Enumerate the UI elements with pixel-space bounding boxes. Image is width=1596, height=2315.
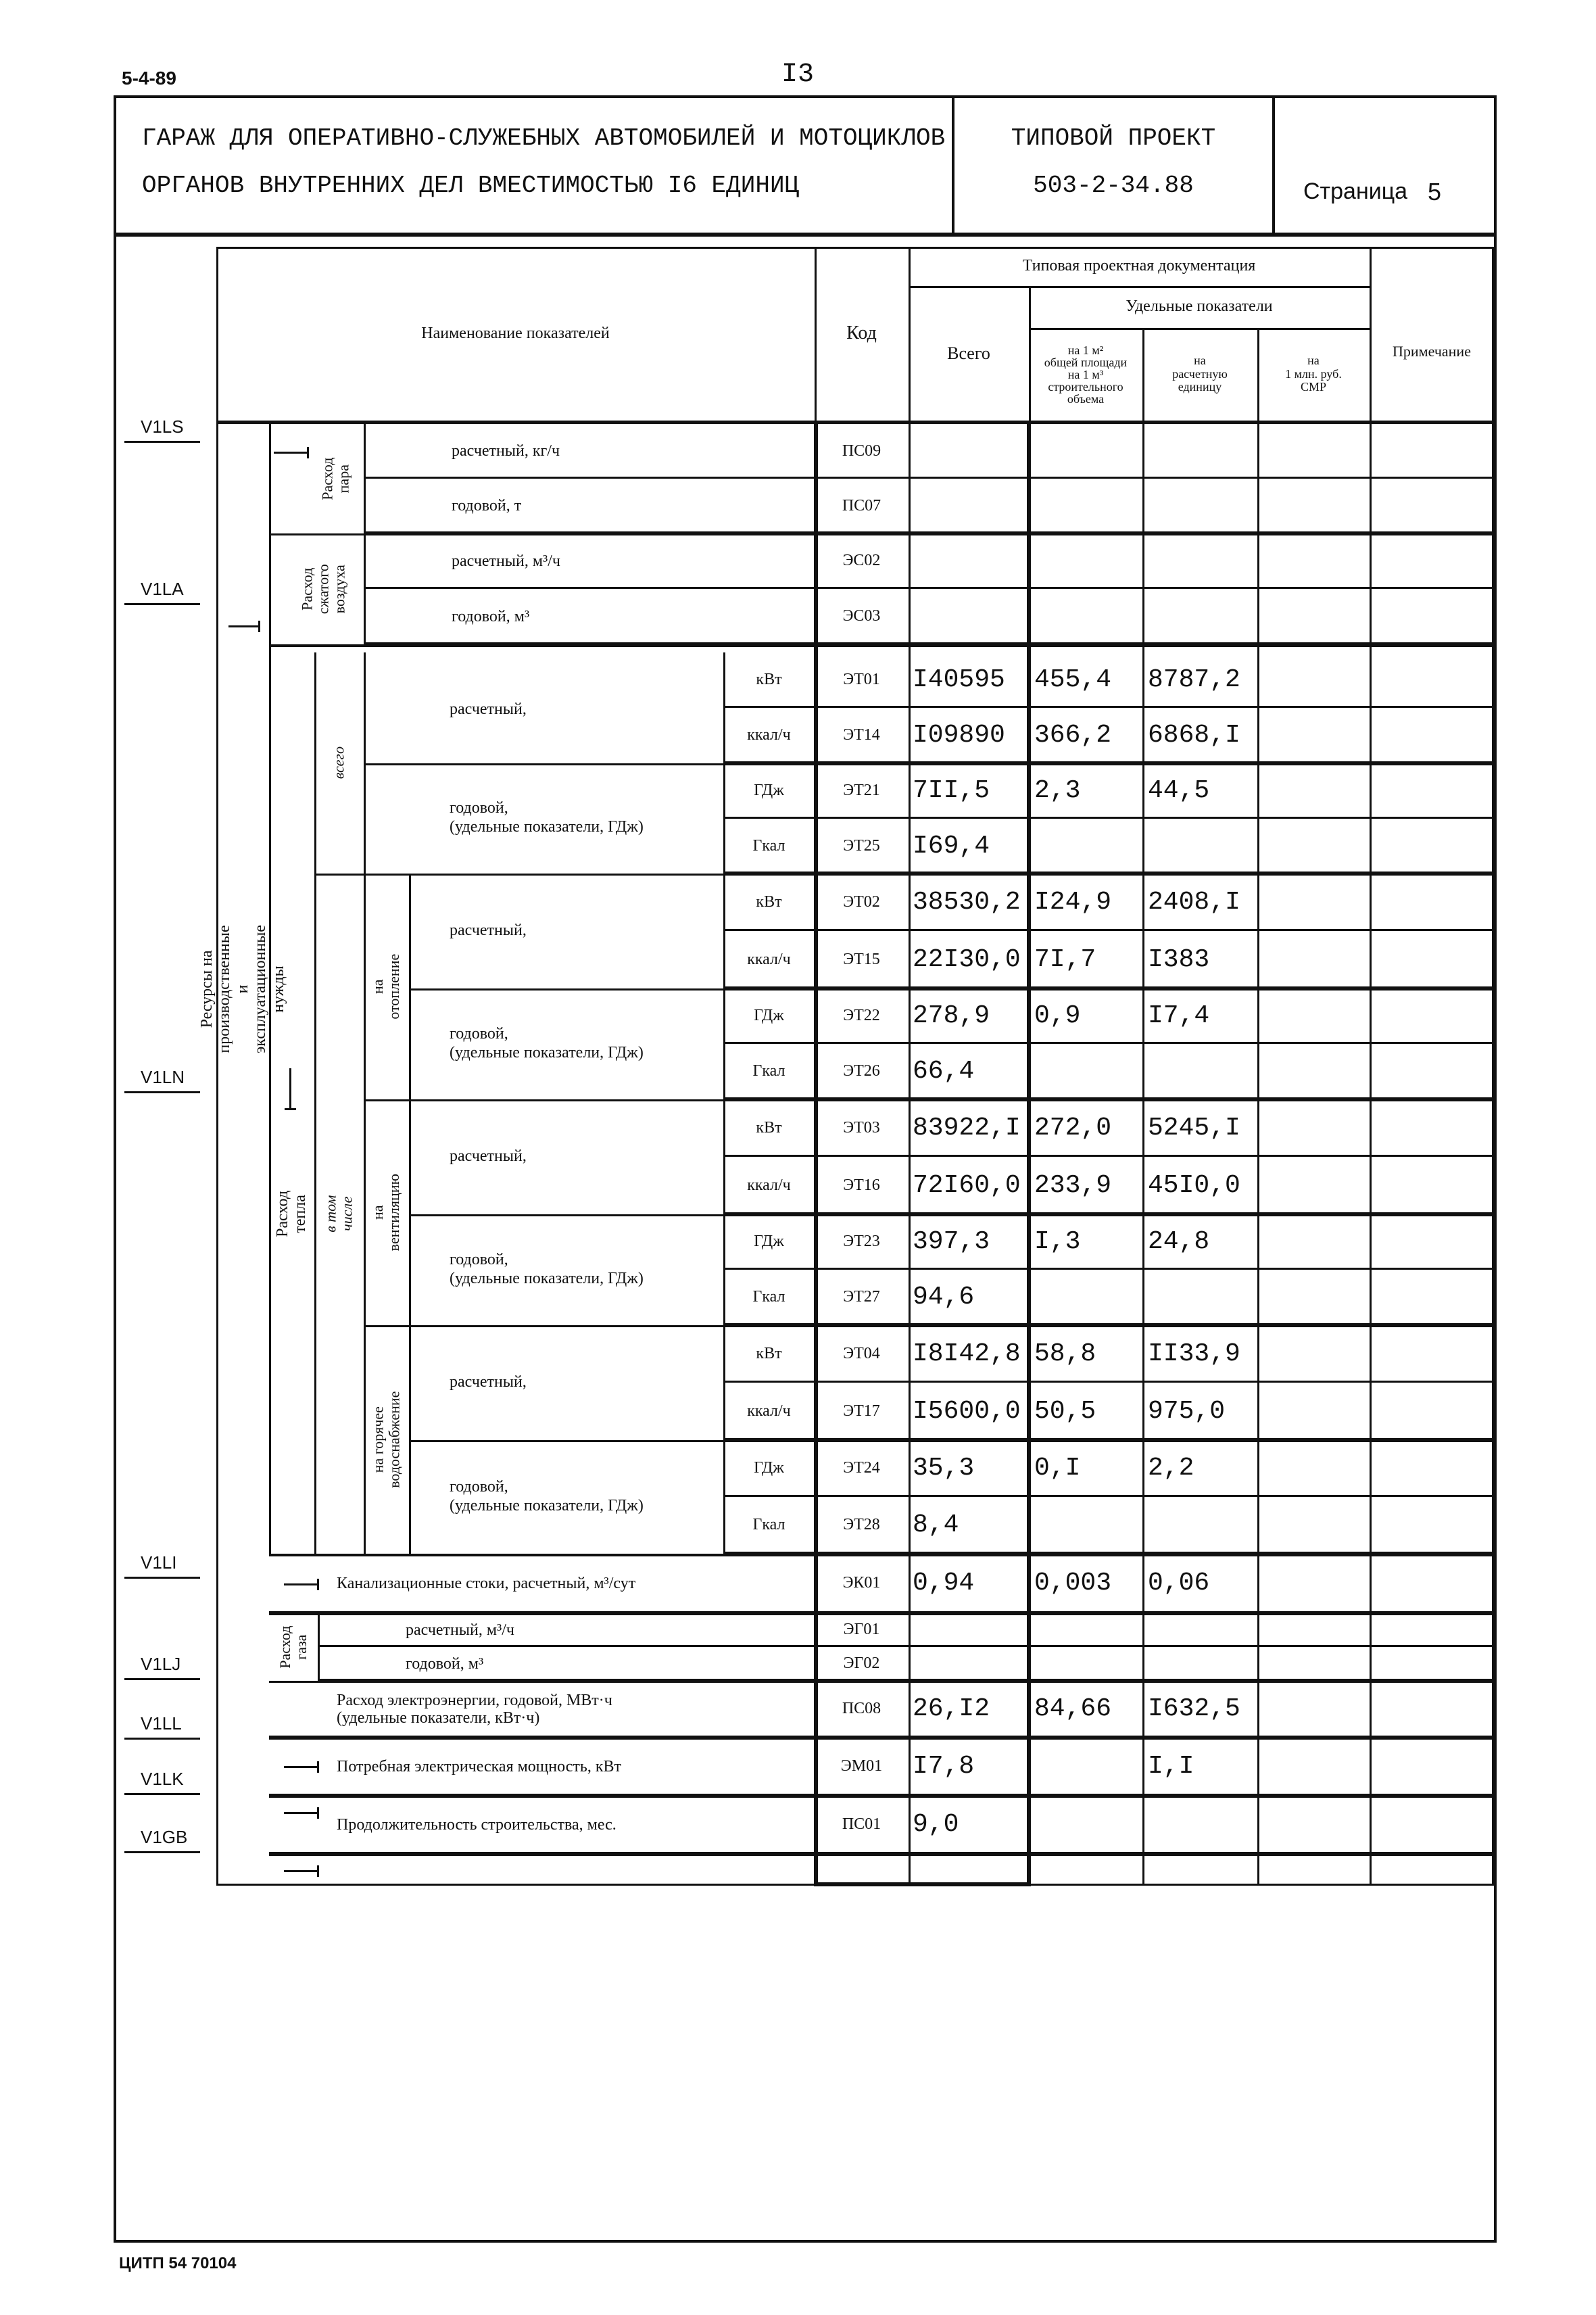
row-per-m2: 84,66 xyxy=(1034,1694,1112,1724)
table-row xyxy=(0,1497,1596,1554)
row-per-million xyxy=(1263,874,1370,931)
row-per-unit xyxy=(1148,533,1257,589)
row-total: 397,3 xyxy=(913,1227,990,1257)
page-number: 5 xyxy=(1428,178,1442,206)
total-annual-label: годовой, (удельные показатели, ГДж) xyxy=(450,799,644,836)
row-code: ЭМ01 xyxy=(840,1757,883,1775)
row-per-m2: 272,0 xyxy=(1034,1113,1112,1143)
row-unit: кВт xyxy=(756,671,782,689)
row-per-million xyxy=(1263,1613,1370,1647)
row-unit: Гкал xyxy=(752,1062,785,1080)
row-per-million xyxy=(1263,988,1370,1044)
row-per-m2 xyxy=(1034,533,1142,589)
total-column-header: Всего xyxy=(947,343,990,363)
row-label: расчетный, кг/ч xyxy=(452,442,560,460)
row-per-m2 xyxy=(1034,1613,1142,1647)
row-code: ЭТ27 xyxy=(843,1288,880,1306)
row-per-m2: 455,4 xyxy=(1034,665,1112,695)
row-per-unit: I7,4 xyxy=(1148,1001,1210,1031)
row-per-unit: 2408,I xyxy=(1148,887,1240,917)
row-per-unit xyxy=(1148,1497,1257,1554)
row-unit: ккал/ч xyxy=(747,950,791,968)
row-total: 22I30,0 xyxy=(913,945,1021,974)
row-unit: кВт xyxy=(756,892,782,911)
hot-water-annual-label: годовой, (удельные показатели, ГДж) xyxy=(450,1478,644,1514)
row-unit: ГДж xyxy=(754,1459,784,1477)
per-million-header: на 1 млн. руб. СМР xyxy=(1285,353,1342,394)
row-total xyxy=(913,589,1027,644)
row-code: ПС09 xyxy=(842,441,881,460)
row-unit: ГДж xyxy=(754,782,784,800)
row-per-million xyxy=(1263,1440,1370,1497)
row-per-million xyxy=(1263,1383,1370,1440)
row-unit: ккал/ч xyxy=(747,726,791,744)
row-label: Продолжительность строительства, мес. xyxy=(337,1815,616,1834)
table-row xyxy=(0,1099,1596,1157)
marker-underline xyxy=(124,441,200,443)
marker-label: V1LL xyxy=(141,1713,182,1734)
ventilation-calc-label: расчетный, xyxy=(450,1147,527,1166)
row-total: 8,4 xyxy=(913,1510,959,1540)
table-row xyxy=(0,1214,1596,1270)
marker-label: V1LN xyxy=(141,1067,185,1087)
row-per-m2: I24,9 xyxy=(1034,887,1112,917)
row-per-million xyxy=(1263,533,1370,589)
marker-underline xyxy=(124,1738,200,1740)
series-number: 5-4-89 xyxy=(122,67,176,89)
hot-water-label: на горячее водоснабжение xyxy=(369,1391,403,1488)
row-code: ЭТ28 xyxy=(843,1516,880,1534)
row-per-million xyxy=(1263,931,1370,988)
row-code: ЭТ03 xyxy=(843,1118,880,1137)
document-title-line2: ОРГАНОВ ВНУТРЕННИХ ДЕЛ ВМЕСТИМОСТЬЮ I6 ЕДИНИЦ xyxy=(142,172,800,200)
row-per-million xyxy=(1263,424,1370,479)
heating-calc-label: расчетный, xyxy=(450,922,527,940)
per-unit-header: на расчетную единицу xyxy=(1172,353,1228,394)
row-per-unit: 5245,I xyxy=(1148,1113,1240,1143)
marker-label: V1LS xyxy=(141,416,184,437)
row-per-million xyxy=(1263,1099,1370,1157)
table-row xyxy=(0,988,1596,1044)
row-per-m2 xyxy=(1034,424,1142,479)
row-per-unit xyxy=(1148,589,1257,644)
row-per-unit: 0,06 xyxy=(1148,1569,1210,1598)
table-row xyxy=(0,1613,1596,1647)
marker-underline xyxy=(124,1577,200,1579)
row-code: ЭТ17 xyxy=(843,1402,880,1420)
row-code: ЭТ01 xyxy=(843,671,880,689)
row-per-unit: 2,2 xyxy=(1148,1454,1194,1483)
row-total: 72I60,0 xyxy=(913,1170,1021,1200)
row-per-million xyxy=(1263,652,1370,708)
row-per-m2 xyxy=(1034,819,1142,874)
row-label: годовой, т xyxy=(452,497,522,515)
row-total: 7II,5 xyxy=(913,776,990,806)
row-per-unit xyxy=(1148,1613,1257,1647)
code-column-header: Код xyxy=(846,323,877,344)
table-row xyxy=(0,424,1596,479)
row-code: ЭТ24 xyxy=(843,1459,880,1477)
row-code: ПС07 xyxy=(842,496,881,515)
row-per-million xyxy=(1263,763,1370,819)
project-code: 503-2-34.88 xyxy=(1033,172,1194,200)
row-per-m2: 0,9 xyxy=(1034,1001,1081,1031)
row-code: ЭТ02 xyxy=(843,892,880,911)
marker-label: V1LK xyxy=(141,1769,184,1789)
table-row xyxy=(0,1554,1596,1613)
row-per-million xyxy=(1263,1044,1370,1099)
row-per-unit: 6868,I xyxy=(1148,721,1240,750)
row-code: ЭТ25 xyxy=(843,836,880,855)
row-per-m2 xyxy=(1034,1270,1142,1325)
resources-group-label: Ресурсы на производственные и эксплуатационные нужды xyxy=(198,924,287,1053)
table-row xyxy=(0,652,1596,708)
row-per-m2: 2,3 xyxy=(1034,776,1081,806)
row-code: ЭТ04 xyxy=(843,1344,880,1362)
table-row xyxy=(0,533,1596,589)
row-label: Расход электроэнергии, годовой, МВт·ч (удельные показатели, кВт·ч) xyxy=(337,1691,612,1727)
table-row xyxy=(0,479,1596,533)
row-label: годовой, м³ xyxy=(452,607,530,625)
row-total xyxy=(913,479,1027,533)
steam-group-label: Расход пара xyxy=(318,457,352,500)
marker-label: V1LI xyxy=(141,1552,177,1573)
row-per-million xyxy=(1263,1497,1370,1554)
row-per-unit: 975,0 xyxy=(1148,1396,1226,1426)
row-code: ЭТ26 xyxy=(843,1062,880,1080)
table-row xyxy=(0,931,1596,988)
row-total xyxy=(913,1647,1027,1681)
table-row xyxy=(0,1383,1596,1440)
row-code: ЭГ02 xyxy=(843,1654,880,1673)
row-code: ЭТ23 xyxy=(843,1233,880,1251)
row-total: 83922,I xyxy=(913,1113,1021,1143)
table-row xyxy=(0,1270,1596,1325)
gas-group-label: Расход газа xyxy=(276,1625,310,1669)
row-unit: кВт xyxy=(756,1344,782,1362)
row-per-unit xyxy=(1148,479,1257,533)
marker-label: V1LJ xyxy=(141,1654,181,1674)
row-per-m2: 366,2 xyxy=(1034,721,1112,750)
row-per-unit: 44,5 xyxy=(1148,776,1210,806)
row-unit: Гкал xyxy=(752,836,785,855)
table-row xyxy=(0,1647,1596,1681)
row-per-million xyxy=(1263,1796,1370,1854)
row-per-m2 xyxy=(1034,1497,1142,1554)
row-total: 94,6 xyxy=(913,1283,975,1312)
row-per-m2 xyxy=(1034,1647,1142,1681)
row-total: 278,9 xyxy=(913,1001,990,1031)
title-block xyxy=(114,95,1497,237)
row-per-m2: 7I,7 xyxy=(1034,945,1096,974)
row-code: ПС08 xyxy=(842,1700,881,1718)
row-per-unit: 8787,2 xyxy=(1148,665,1240,695)
row-per-unit xyxy=(1148,819,1257,874)
table-row xyxy=(0,1044,1596,1099)
row-total: I8I42,8 xyxy=(913,1339,1021,1368)
footer-stamp: ЦИТП 54 70104 xyxy=(119,2254,237,2273)
table-row xyxy=(0,1157,1596,1214)
row-label: годовой, м³ xyxy=(406,1654,484,1673)
row-total: 0,94 xyxy=(913,1569,975,1598)
marker-underline xyxy=(124,1091,200,1093)
row-unit: ГДж xyxy=(754,1007,784,1025)
table-row xyxy=(0,708,1596,763)
documentation-group-header: Типовая проектная документация xyxy=(1022,257,1256,275)
marker-underline xyxy=(124,1793,200,1795)
row-total: 66,4 xyxy=(913,1057,975,1087)
row-code: ЭТ14 xyxy=(843,726,880,744)
table-row xyxy=(0,1738,1596,1796)
heating-label: на отопление xyxy=(369,953,403,1020)
heat-group-label: Расход тепла xyxy=(274,1190,310,1237)
marker-label: V1LA xyxy=(141,579,184,599)
row-code: ЭТ21 xyxy=(843,782,880,800)
row-total: I7,8 xyxy=(913,1752,975,1782)
row-per-unit xyxy=(1148,1796,1257,1854)
specific-indicators-header: Удельные показатели xyxy=(1126,297,1273,316)
total-calc-label: расчетный, xyxy=(450,700,527,719)
row-per-million xyxy=(1263,1157,1370,1214)
page-label: Страница xyxy=(1303,178,1408,205)
row-code: ЭГ01 xyxy=(843,1621,880,1639)
name-column-header: Наименование показателей xyxy=(421,324,610,342)
heating-annual-label: годовой, (удельные показатели, ГДж) xyxy=(450,1025,644,1061)
row-per-unit xyxy=(1148,1647,1257,1681)
row-per-m2: 58,8 xyxy=(1034,1339,1096,1368)
row-per-unit: I632,5 xyxy=(1148,1694,1240,1724)
row-per-unit xyxy=(1148,1044,1257,1099)
row-per-unit xyxy=(1148,1270,1257,1325)
row-unit: Гкал xyxy=(752,1516,785,1534)
row-unit: ккал/ч xyxy=(747,1402,791,1420)
row-per-million xyxy=(1263,1554,1370,1613)
row-label: Канализационные стоки, расчетный, м³/сут xyxy=(337,1574,636,1592)
row-per-million xyxy=(1263,708,1370,763)
row-total: 38530,2 xyxy=(913,887,1021,917)
ventilation-label: на вентиляцию xyxy=(369,1173,403,1251)
row-per-unit xyxy=(1148,424,1257,479)
note-column-header: Примечание xyxy=(1393,343,1471,360)
table-row xyxy=(0,1681,1596,1738)
marker-underline xyxy=(124,1678,200,1680)
row-per-m2 xyxy=(1034,479,1142,533)
row-per-million xyxy=(1263,1214,1370,1270)
row-per-million xyxy=(1263,1738,1370,1796)
row-per-unit: 24,8 xyxy=(1148,1227,1210,1257)
row-per-unit: I,I xyxy=(1148,1752,1194,1782)
row-total: 35,3 xyxy=(913,1454,975,1483)
row-per-million xyxy=(1263,1270,1370,1325)
row-unit: ГДж xyxy=(754,1233,784,1251)
row-code: ЭС03 xyxy=(842,607,881,625)
row-per-m2: 233,9 xyxy=(1034,1170,1112,1200)
document-title-line1: ГАРАЖ ДЛЯ ОПЕРАТИВНО-СЛУЖЕБНЫХ АВТОМОБИЛЕЙ И МОТОЦИКЛОВ xyxy=(142,124,946,153)
row-per-million xyxy=(1263,1647,1370,1681)
row-code: ЭК01 xyxy=(842,1574,881,1592)
table-row xyxy=(0,589,1596,644)
table-row xyxy=(0,874,1596,931)
table-row xyxy=(0,819,1596,874)
row-per-m2: 0,I xyxy=(1034,1454,1081,1483)
row-total xyxy=(913,1613,1027,1647)
row-total xyxy=(913,424,1027,479)
row-per-m2 xyxy=(1034,1738,1142,1796)
row-per-m2 xyxy=(1034,1796,1142,1854)
row-per-million xyxy=(1263,1325,1370,1383)
marker-underline xyxy=(124,1851,200,1853)
sheet-frame-bottom xyxy=(114,2240,1497,2243)
ventilation-annual-label: годовой, (удельные показатели, ГДж) xyxy=(450,1251,644,1287)
row-total: I40595 xyxy=(913,665,1005,695)
row-per-million xyxy=(1263,479,1370,533)
row-code: ЭТ22 xyxy=(843,1007,880,1025)
table-row xyxy=(0,763,1596,819)
row-label: расчетный, м³/ч xyxy=(406,1621,514,1639)
row-per-unit: I383 xyxy=(1148,945,1210,974)
row-per-m2 xyxy=(1034,589,1142,644)
row-code: ЭТ15 xyxy=(843,950,880,968)
row-code: ПС01 xyxy=(842,1815,881,1834)
row-label: расчетный, м³/ч xyxy=(452,552,560,570)
row-unit: ккал/ч xyxy=(747,1176,791,1194)
row-total: 26,I2 xyxy=(913,1694,990,1724)
row-per-m2: I,3 xyxy=(1034,1227,1081,1257)
including-label: в том числе xyxy=(322,1195,356,1233)
marker-label: V1GB xyxy=(141,1827,188,1847)
row-per-unit: 45I0,0 xyxy=(1148,1170,1240,1200)
sheet-number: I3 xyxy=(781,59,814,90)
project-label: ТИПОВОЙ ПРОЕКТ xyxy=(1011,124,1216,153)
row-unit: кВт xyxy=(756,1118,782,1137)
per-m2-header: на 1 м² общей площади на 1 м³ строительного объема xyxy=(1044,343,1128,406)
row-label: Потребная электрическая мощность, кВт xyxy=(337,1757,621,1775)
table-row xyxy=(0,1796,1596,1854)
row-per-million xyxy=(1263,1681,1370,1738)
table-row xyxy=(0,1440,1596,1497)
row-per-m2: 0,003 xyxy=(1034,1569,1112,1598)
row-code: ЭТ16 xyxy=(843,1176,880,1194)
total-heat-label: всего xyxy=(330,746,347,780)
air-group-label: Расход сжатого воздуха xyxy=(298,564,349,614)
row-total xyxy=(913,533,1027,589)
hot-water-calc-label: расчетный, xyxy=(450,1373,527,1391)
row-total: I5600,0 xyxy=(913,1396,1021,1426)
row-total: I69,4 xyxy=(913,831,990,861)
row-per-m2: 50,5 xyxy=(1034,1396,1096,1426)
row-total: 9,0 xyxy=(913,1810,959,1840)
table-row xyxy=(0,1325,1596,1383)
row-total: I09890 xyxy=(913,721,1005,750)
duration-arrow xyxy=(284,1870,318,1872)
marker-underline xyxy=(124,603,200,605)
row-code: ЭС02 xyxy=(842,552,881,570)
row-per-unit: II33,9 xyxy=(1148,1339,1240,1368)
row-per-million xyxy=(1263,819,1370,874)
row-unit: Гкал xyxy=(752,1288,785,1306)
row-per-m2 xyxy=(1034,1044,1142,1099)
row-per-million xyxy=(1263,589,1370,644)
